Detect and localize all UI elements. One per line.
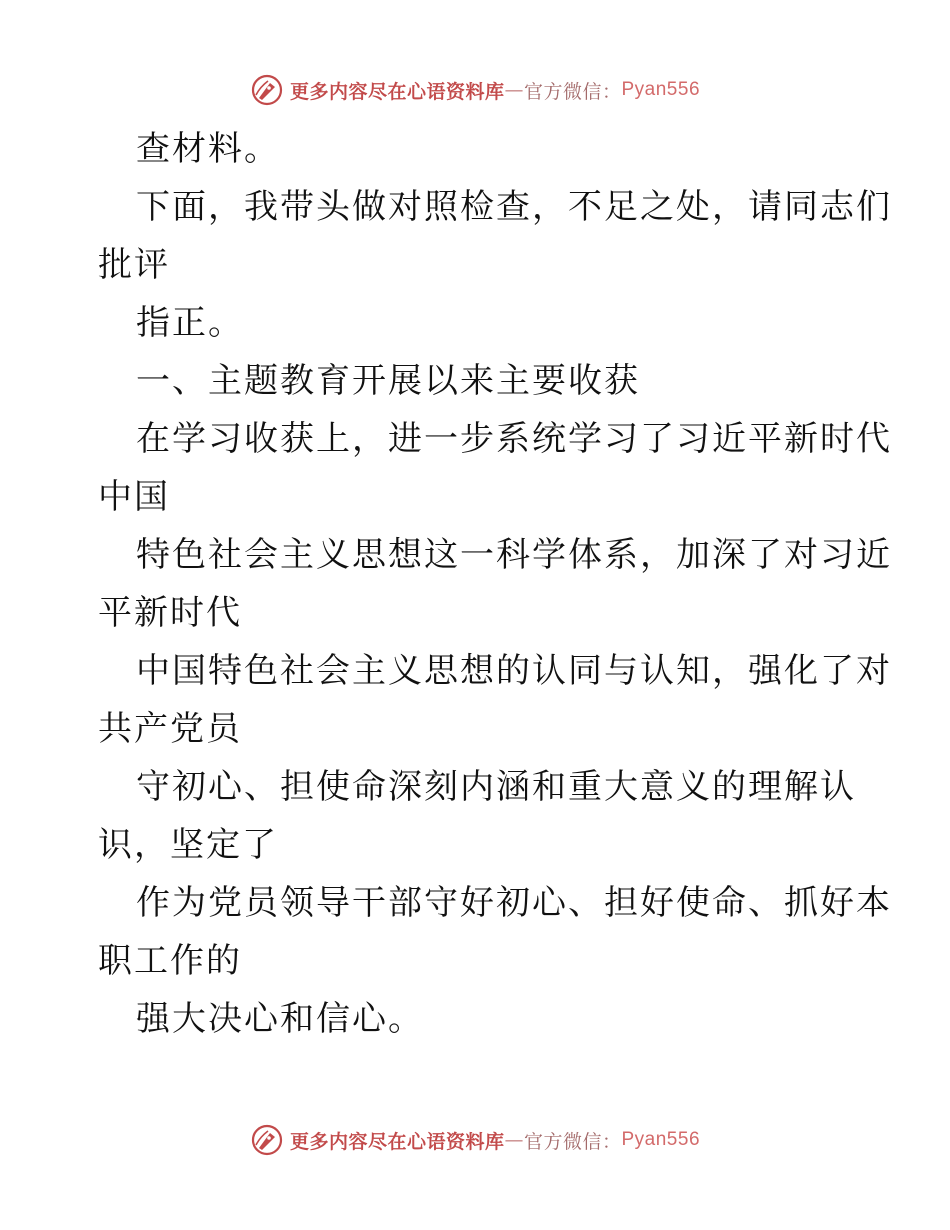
body-line: 平新时代 xyxy=(98,593,242,633)
body-line: 职工作的 xyxy=(98,941,242,981)
footer-wechat-label: 官方微信： xyxy=(523,1130,622,1153)
section-heading: 一、主题教育开展以来主要收获 xyxy=(136,361,640,401)
header-watermark xyxy=(0,70,950,110)
footer-dash: — xyxy=(504,1129,524,1151)
body-line: 特色社会主义思想这一科学体系，加深了对习近 xyxy=(136,535,892,575)
body-line: 查材料。 xyxy=(136,129,280,169)
header-site-name: 更多内容尽在心语资料库 xyxy=(289,80,505,103)
body-line: 中国 xyxy=(98,477,170,517)
body-line: 强大决心和信心。 xyxy=(136,999,424,1039)
footer-watermark-text xyxy=(290,1127,700,1154)
body-line: 守初心、担使命深刻内涵和重大意义的理解认 xyxy=(136,767,856,807)
body-line: 中国特色社会主义思想的认同与认知，强化了对 xyxy=(136,651,892,691)
header-watermark-text xyxy=(290,77,700,104)
footer-wechat-id: Pyan556 xyxy=(621,1129,701,1150)
body-line: 在学习收获上，进一步系统学习了习近平新时代 xyxy=(136,419,892,459)
body-line: 识，坚定了 xyxy=(98,825,278,865)
header-wechat-label: 官方微信： xyxy=(523,80,622,103)
body-line: 指正。 xyxy=(136,303,244,343)
header-dash: — xyxy=(504,79,524,101)
body-line: 批评 xyxy=(98,245,170,285)
body-line: 作为党员领导干部守好初心、担好使命、抓好本 xyxy=(136,883,892,923)
body-line: 下面，我带头做对照检查，不足之处，请同志们 xyxy=(136,187,892,227)
footer-watermark xyxy=(0,1120,950,1160)
document-body xyxy=(98,120,892,1048)
pen-nib-logo-icon xyxy=(250,73,284,107)
pen-nib-logo-icon xyxy=(250,1123,284,1157)
footer-site-name: 更多内容尽在心语资料库 xyxy=(289,1130,505,1153)
body-line: 共产党员 xyxy=(98,709,242,749)
header-wechat-id: Pyan556 xyxy=(621,79,701,100)
